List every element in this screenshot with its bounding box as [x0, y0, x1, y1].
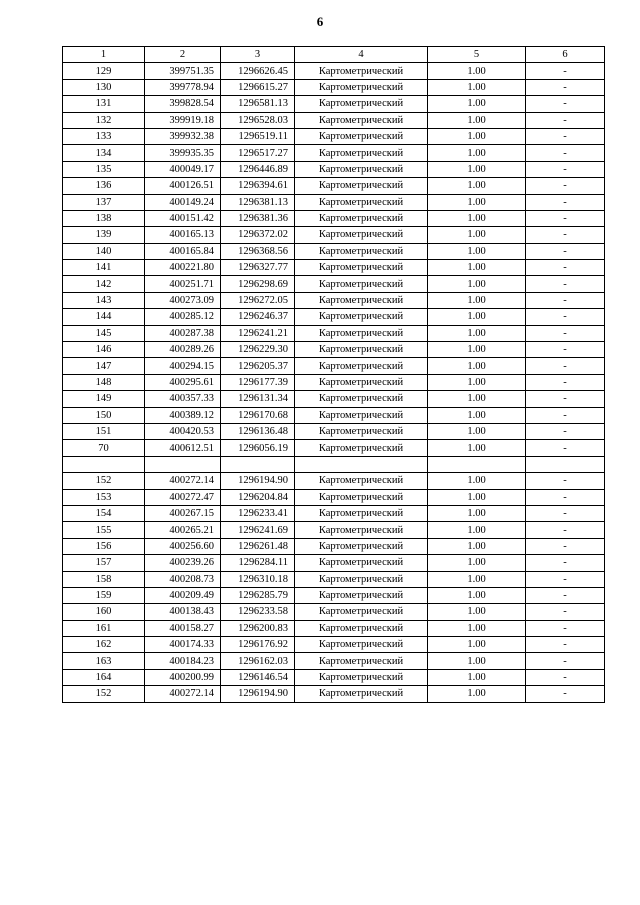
point-number-cell: 129 [63, 63, 145, 79]
description-cell: - [526, 669, 605, 685]
method-cell: Картометрический [295, 669, 428, 685]
accuracy-cell: 1.00 [428, 604, 526, 620]
y-coordinate-cell: 1296233.58 [221, 604, 295, 620]
method-cell: Картометрический [295, 571, 428, 587]
y-coordinate-cell: 1296162.03 [221, 653, 295, 669]
point-number-cell: 138 [63, 210, 145, 226]
x-coordinate-cell: 400389.12 [145, 407, 221, 423]
accuracy-cell: 1.00 [428, 653, 526, 669]
accuracy-cell: 1.00 [428, 620, 526, 636]
x-coordinate-cell: 400200.99 [145, 669, 221, 685]
description-cell: - [526, 96, 605, 112]
description-cell: - [526, 423, 605, 439]
accuracy-cell: 1.00 [428, 407, 526, 423]
accuracy-cell: 1.00 [428, 587, 526, 603]
method-cell: Картометрический [295, 210, 428, 226]
description-cell: - [526, 620, 605, 636]
table-row [63, 538, 605, 554]
accuracy-cell: 1.00 [428, 292, 526, 308]
table-row [63, 669, 605, 685]
column-header: 6 [526, 47, 605, 63]
accuracy-cell: 1.00 [428, 522, 526, 538]
x-coordinate-cell: 400239.26 [145, 555, 221, 571]
x-coordinate-cell: 400165.13 [145, 227, 221, 243]
table-row [63, 309, 605, 325]
accuracy-cell: 1.00 [428, 571, 526, 587]
point-number-cell: 159 [63, 587, 145, 603]
page-number: 6 [316, 14, 324, 29]
description-cell: - [526, 79, 605, 95]
accuracy-cell: 1.00 [428, 637, 526, 653]
method-cell: Картометрический [295, 112, 428, 128]
x-coordinate-cell: 400158.27 [145, 620, 221, 636]
method-cell: Картометрический [295, 604, 428, 620]
accuracy-cell: 1.00 [428, 112, 526, 128]
y-coordinate-cell: 1296241.21 [221, 325, 295, 341]
table-row [63, 423, 605, 439]
x-coordinate-cell: 400256.60 [145, 538, 221, 554]
table-row [63, 194, 605, 210]
y-coordinate-cell: 1296310.18 [221, 571, 295, 587]
description-cell: - [526, 358, 605, 374]
accuracy-cell: 1.00 [428, 309, 526, 325]
table-row [63, 620, 605, 636]
method-cell: Картометрический [295, 555, 428, 571]
y-coordinate-cell: 1296272.05 [221, 292, 295, 308]
y-coordinate-cell: 1296298.69 [221, 276, 295, 292]
description-cell: - [526, 210, 605, 226]
method-cell: Картометрический [295, 489, 428, 505]
x-coordinate-cell: 400138.43 [145, 604, 221, 620]
method-cell: Картометрический [295, 620, 428, 636]
description-cell: - [526, 161, 605, 177]
y-coordinate-cell: 1296246.37 [221, 309, 295, 325]
point-number-cell: 130 [63, 79, 145, 95]
y-coordinate-cell: 1296229.30 [221, 342, 295, 358]
x-coordinate-cell: 400221.80 [145, 260, 221, 276]
table-row [63, 391, 605, 407]
column-header: 2 [145, 47, 221, 63]
y-coordinate-cell: 1296285.79 [221, 587, 295, 603]
y-coordinate-cell: 1296241.69 [221, 522, 295, 538]
y-coordinate-cell: 1296136.48 [221, 423, 295, 439]
table-row [63, 260, 605, 276]
x-coordinate-cell: 400251.71 [145, 276, 221, 292]
point-number-cell: 153 [63, 489, 145, 505]
y-coordinate-cell: 1296327.77 [221, 260, 295, 276]
table-row [63, 637, 605, 653]
table-row [63, 178, 605, 194]
method-cell: Картометрический [295, 79, 428, 95]
accuracy-cell: 1.00 [428, 243, 526, 259]
method-cell: Картометрический [295, 522, 428, 538]
description-cell: - [526, 325, 605, 341]
table-row [63, 96, 605, 112]
accuracy-cell: 1.00 [428, 194, 526, 210]
point-number-cell: 143 [63, 292, 145, 308]
description-cell: - [526, 227, 605, 243]
y-coordinate-cell: 1296284.11 [221, 555, 295, 571]
method-cell: Картометрический [295, 473, 428, 489]
x-coordinate-cell: 400149.24 [145, 194, 221, 210]
y-coordinate-cell: 1296131.34 [221, 391, 295, 407]
method-cell: Картометрический [295, 440, 428, 456]
x-coordinate-cell: 400357.33 [145, 391, 221, 407]
point-number-cell: 164 [63, 669, 145, 685]
point-number-cell: 133 [63, 128, 145, 144]
table-row [63, 358, 605, 374]
table-row [63, 325, 605, 341]
table-row [63, 555, 605, 571]
y-coordinate-cell: 1296519.11 [221, 128, 295, 144]
accuracy-cell: 1.00 [428, 276, 526, 292]
y-coordinate-cell: 1296368.56 [221, 243, 295, 259]
x-coordinate-cell: 399751.35 [145, 63, 221, 79]
table-row [63, 210, 605, 226]
description-cell: - [526, 522, 605, 538]
method-cell: Картометрический [295, 178, 428, 194]
table-row [63, 292, 605, 308]
accuracy-cell: 1.00 [428, 374, 526, 390]
table-row [63, 587, 605, 603]
accuracy-cell: 1.00 [428, 440, 526, 456]
description-cell: - [526, 653, 605, 669]
method-cell: Картометрический [295, 358, 428, 374]
method-cell: Картометрический [295, 276, 428, 292]
point-number-cell: 155 [63, 522, 145, 538]
x-coordinate-cell: 399935.35 [145, 145, 221, 161]
y-coordinate-cell: 1296394.61 [221, 178, 295, 194]
point-number-cell: 144 [63, 309, 145, 325]
method-cell: Картометрический [295, 128, 428, 144]
x-coordinate-cell: 400209.49 [145, 587, 221, 603]
point-number-cell: 146 [63, 342, 145, 358]
method-cell: Картометрический [295, 325, 428, 341]
description-cell: - [526, 112, 605, 128]
description-cell: - [526, 276, 605, 292]
point-number-cell: 147 [63, 358, 145, 374]
table-header-row [63, 47, 605, 63]
table-row [63, 79, 605, 95]
description-cell: - [526, 604, 605, 620]
description-cell: - [526, 686, 605, 702]
y-coordinate-cell: 1296194.90 [221, 473, 295, 489]
method-cell: Картометрический [295, 227, 428, 243]
method-cell: Картометрический [295, 342, 428, 358]
description-cell: - [526, 407, 605, 423]
y-coordinate-cell: 1296581.13 [221, 96, 295, 112]
accuracy-cell: 1.00 [428, 391, 526, 407]
table-row [63, 456, 605, 472]
method-cell: Картометрический [295, 309, 428, 325]
y-coordinate-cell: 1296177.39 [221, 374, 295, 390]
table-row [63, 522, 605, 538]
table-row [63, 407, 605, 423]
point-number-cell [63, 456, 145, 472]
x-coordinate-cell: 399919.18 [145, 112, 221, 128]
table-row [63, 473, 605, 489]
x-coordinate-cell: 400287.38 [145, 325, 221, 341]
accuracy-cell: 1.00 [428, 325, 526, 341]
x-coordinate-cell: 400126.51 [145, 178, 221, 194]
point-number-cell: 132 [63, 112, 145, 128]
description-cell: - [526, 63, 605, 79]
method-cell: Картометрический [295, 505, 428, 521]
description-cell: - [526, 243, 605, 259]
accuracy-cell: 1.00 [428, 260, 526, 276]
table-row [63, 440, 605, 456]
point-number-cell: 135 [63, 161, 145, 177]
y-coordinate-cell: 1296517.27 [221, 145, 295, 161]
table-row [63, 489, 605, 505]
column-header: 3 [221, 47, 295, 63]
x-coordinate-cell: 400285.12 [145, 309, 221, 325]
x-coordinate-cell: 400272.47 [145, 489, 221, 505]
x-coordinate-cell: 399932.38 [145, 128, 221, 144]
description-cell: - [526, 309, 605, 325]
y-coordinate-cell: 1296204.84 [221, 489, 295, 505]
method-cell: Картометрический [295, 63, 428, 79]
x-coordinate-cell: 399778.94 [145, 79, 221, 95]
x-coordinate-cell: 400151.42 [145, 210, 221, 226]
method-cell: Картометрический [295, 653, 428, 669]
y-coordinate-cell: 1296381.13 [221, 194, 295, 210]
accuracy-cell: 1.00 [428, 63, 526, 79]
point-number-cell: 149 [63, 391, 145, 407]
point-number-cell: 152 [63, 686, 145, 702]
x-coordinate-cell: 400208.73 [145, 571, 221, 587]
table-row [63, 653, 605, 669]
accuracy-cell: 1.00 [428, 79, 526, 95]
table-row [63, 604, 605, 620]
point-number-cell: 139 [63, 227, 145, 243]
y-coordinate-cell: 1296261.48 [221, 538, 295, 554]
column-header: 1 [63, 47, 145, 63]
method-cell: Картометрический [295, 260, 428, 276]
point-number-cell: 140 [63, 243, 145, 259]
method-cell: Картометрический [295, 161, 428, 177]
x-coordinate-cell: 400267.15 [145, 505, 221, 521]
table-row [63, 686, 605, 702]
description-cell: - [526, 292, 605, 308]
x-coordinate-cell: 400273.09 [145, 292, 221, 308]
accuracy-cell: 1.00 [428, 342, 526, 358]
column-header: 4 [295, 47, 428, 63]
x-coordinate-cell: 400165.84 [145, 243, 221, 259]
y-coordinate-cell: 1296615.27 [221, 79, 295, 95]
y-coordinate-cell: 1296194.90 [221, 686, 295, 702]
y-coordinate-cell: 1296146.54 [221, 669, 295, 685]
y-coordinate-cell: 1296446.89 [221, 161, 295, 177]
x-coordinate-cell: 400294.15 [145, 358, 221, 374]
point-number-cell: 163 [63, 653, 145, 669]
point-number-cell: 136 [63, 178, 145, 194]
accuracy-cell: 1.00 [428, 423, 526, 439]
accuracy-cell: 1.00 [428, 538, 526, 554]
method-cell [295, 456, 428, 472]
x-coordinate-cell: 399828.54 [145, 96, 221, 112]
accuracy-cell: 1.00 [428, 145, 526, 161]
accuracy-cell: 1.00 [428, 473, 526, 489]
accuracy-cell: 1.00 [428, 210, 526, 226]
table-row [63, 276, 605, 292]
table-row [63, 243, 605, 259]
x-coordinate-cell: 400295.61 [145, 374, 221, 390]
table-row [63, 112, 605, 128]
method-cell: Картометрический [295, 96, 428, 112]
description-cell: - [526, 489, 605, 505]
table-row [63, 128, 605, 144]
method-cell: Картометрический [295, 243, 428, 259]
method-cell: Картометрический [295, 423, 428, 439]
description-cell: - [526, 473, 605, 489]
method-cell: Картометрический [295, 686, 428, 702]
point-number-cell: 148 [63, 374, 145, 390]
point-number-cell: 157 [63, 555, 145, 571]
point-number-cell: 152 [63, 473, 145, 489]
y-coordinate-cell: 1296233.41 [221, 505, 295, 521]
point-number-cell: 131 [63, 96, 145, 112]
description-cell: - [526, 505, 605, 521]
y-coordinate-cell: 1296626.45 [221, 63, 295, 79]
point-number-cell: 161 [63, 620, 145, 636]
method-cell: Картометрический [295, 292, 428, 308]
x-coordinate-cell: 400272.14 [145, 686, 221, 702]
accuracy-cell: 1.00 [428, 555, 526, 571]
description-cell: - [526, 374, 605, 390]
point-number-cell: 142 [63, 276, 145, 292]
table-row [63, 342, 605, 358]
method-cell: Картометрический [295, 538, 428, 554]
description-cell: - [526, 128, 605, 144]
accuracy-cell: 1.00 [428, 669, 526, 685]
point-number-cell: 151 [63, 423, 145, 439]
method-cell: Картометрический [295, 391, 428, 407]
x-coordinate-cell: 400612.51 [145, 440, 221, 456]
accuracy-cell: 1.00 [428, 489, 526, 505]
description-cell: - [526, 194, 605, 210]
y-coordinate-cell: 1296528.03 [221, 112, 295, 128]
method-cell: Картометрический [295, 374, 428, 390]
y-coordinate-cell: 1296372.02 [221, 227, 295, 243]
accuracy-cell: 1.00 [428, 96, 526, 112]
point-number-cell: 154 [63, 505, 145, 521]
table-row [63, 227, 605, 243]
x-coordinate-cell: 400289.26 [145, 342, 221, 358]
description-cell: - [526, 391, 605, 407]
accuracy-cell: 1.00 [428, 686, 526, 702]
y-coordinate-cell: 1296205.37 [221, 358, 295, 374]
x-coordinate-cell: 400420.53 [145, 423, 221, 439]
y-coordinate-cell: 1296176.92 [221, 637, 295, 653]
x-coordinate-cell: 400174.33 [145, 637, 221, 653]
description-cell: - [526, 145, 605, 161]
method-cell: Картометрический [295, 637, 428, 653]
description-cell: - [526, 178, 605, 194]
column-header: 5 [428, 47, 526, 63]
point-number-cell: 137 [63, 194, 145, 210]
method-cell: Картометрический [295, 587, 428, 603]
description-cell: - [526, 260, 605, 276]
point-number-cell: 150 [63, 407, 145, 423]
x-coordinate-cell: 400049.17 [145, 161, 221, 177]
table-row [63, 145, 605, 161]
description-cell [526, 456, 605, 472]
description-cell: - [526, 342, 605, 358]
table-row [63, 505, 605, 521]
description-cell: - [526, 571, 605, 587]
y-coordinate-cell: 1296381.36 [221, 210, 295, 226]
description-cell: - [526, 637, 605, 653]
table-row [63, 161, 605, 177]
description-cell: - [526, 587, 605, 603]
method-cell: Картометрический [295, 407, 428, 423]
y-coordinate-cell [221, 456, 295, 472]
point-number-cell: 158 [63, 571, 145, 587]
x-coordinate-cell: 400272.14 [145, 473, 221, 489]
table-row [63, 63, 605, 79]
accuracy-cell: 1.00 [428, 128, 526, 144]
point-number-cell: 156 [63, 538, 145, 554]
coordinates-table [62, 46, 605, 703]
description-cell: - [526, 538, 605, 554]
x-coordinate-cell [145, 456, 221, 472]
accuracy-cell [428, 456, 526, 472]
description-cell: - [526, 440, 605, 456]
accuracy-cell: 1.00 [428, 227, 526, 243]
point-number-cell: 162 [63, 637, 145, 653]
accuracy-cell: 1.00 [428, 161, 526, 177]
table-row [63, 571, 605, 587]
description-cell: - [526, 555, 605, 571]
point-number-cell: 134 [63, 145, 145, 161]
accuracy-cell: 1.00 [428, 358, 526, 374]
accuracy-cell: 1.00 [428, 505, 526, 521]
x-coordinate-cell: 400184.23 [145, 653, 221, 669]
table-row [63, 374, 605, 390]
point-number-cell: 70 [63, 440, 145, 456]
y-coordinate-cell: 1296200.83 [221, 620, 295, 636]
accuracy-cell: 1.00 [428, 178, 526, 194]
x-coordinate-cell: 400265.21 [145, 522, 221, 538]
point-number-cell: 145 [63, 325, 145, 341]
y-coordinate-cell: 1296056.19 [221, 440, 295, 456]
method-cell: Картометрический [295, 145, 428, 161]
point-number-cell: 160 [63, 604, 145, 620]
method-cell: Картометрический [295, 194, 428, 210]
y-coordinate-cell: 1296170.68 [221, 407, 295, 423]
point-number-cell: 141 [63, 260, 145, 276]
